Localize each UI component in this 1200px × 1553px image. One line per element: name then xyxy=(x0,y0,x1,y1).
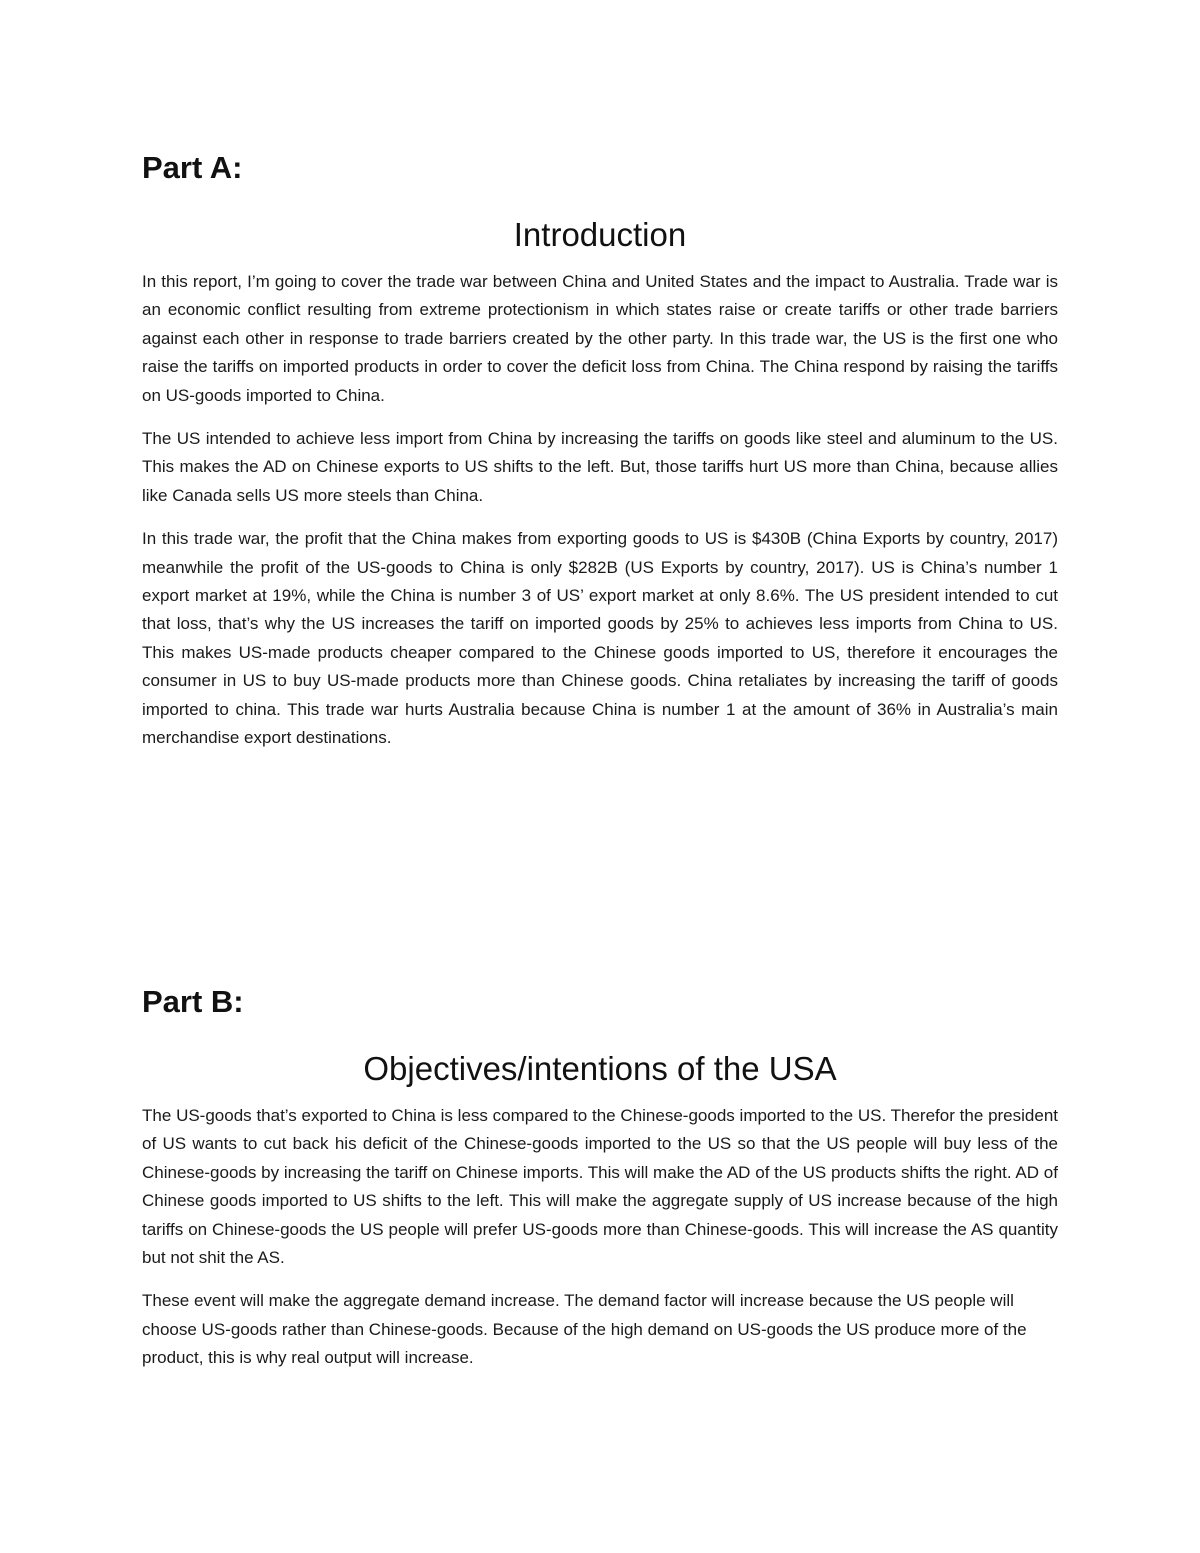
intro-paragraph-3: In this trade war, the profit that the China makes from exporting goods to US is $430B (China Exports by country, 2017) meanwhile the profit of the US-goods to China is only $282B (US Exports by country, 2017). US is China’s number 1 export market at 19%, while the China is number 3 of US’ export market at only 8.6%. The US president intended to cut that loss, that’s why the US increases the tariff on imported goods by 25% to achieves less imports from China to US. This makes US-made products cheaper compared to the Chinese goods imported to US, therefore it encourages the consumer in US to buy US-made products more than Chinese goods. China retaliates by increasing the tariff of goods imported to china. This trade war hurts Australia because China is number 1 at the amount of 36% in Australia’s main merchandise export destinations. xyxy=(142,529,1058,748)
part-b-label: Part B: xyxy=(142,984,244,1019)
intro-paragraph-1: In this report, I’m going to cover the trade war between China and United States and the impact to Australia. Trade war is an economic conflict resulting from extreme protectionism in which states raise or create tariffs or other trade barriers against each other in response to trade barriers created by the other party. In this trade war, the US is the first one who raise the tariffs on imported products in order to cover the deficit loss from China. The China respond by raising the tariffs on US-goods imported to China. xyxy=(142,272,1058,405)
objectives-title: Objectives/intentions of the USA xyxy=(363,1050,837,1087)
part-b-section xyxy=(142,982,1058,1388)
objectives-paragraph-1: The US-goods that’s exported to China is less compared to the Chinese-goods imported to the US. Therefor the president of US wants to cut back his deficit of the Chinese-goods imported to the US so that the US people will buy less of the Chinese-goods by increasing the tariff on Chinese imports. This will make the AD of the US products shifts the right. AD of Chinese goods imported to US shifts to the left. This will make the aggregate supply of US increase because of the high tariffs on Chinese-goods the US people will prefer US-goods more than Chinese-goods. This will increase the AS quantity but not shit the AS. xyxy=(142,1106,1058,1268)
part-a-section xyxy=(142,148,1058,768)
introduction-title: Introduction xyxy=(513,216,687,253)
part-a-label: Part A: xyxy=(142,150,243,185)
intro-paragraph-2: The US intended to achieve less import from China by increasing the tariffs on goods like steel and aluminum to the US. This makes the AD on Chinese exports to US shifts to the left. But, those tariffs hurt US more than China, because allies like Canada sells US more steels than China. xyxy=(142,429,1058,505)
objectives-paragraph-2: These event will make the aggregate demand increase. The demand factor will increase because the US people will choose US-goods rather than Chinese-goods. Because of the high demand on US-goods the US produce more of the product, this is why real output will increase. xyxy=(142,1291,1027,1368)
